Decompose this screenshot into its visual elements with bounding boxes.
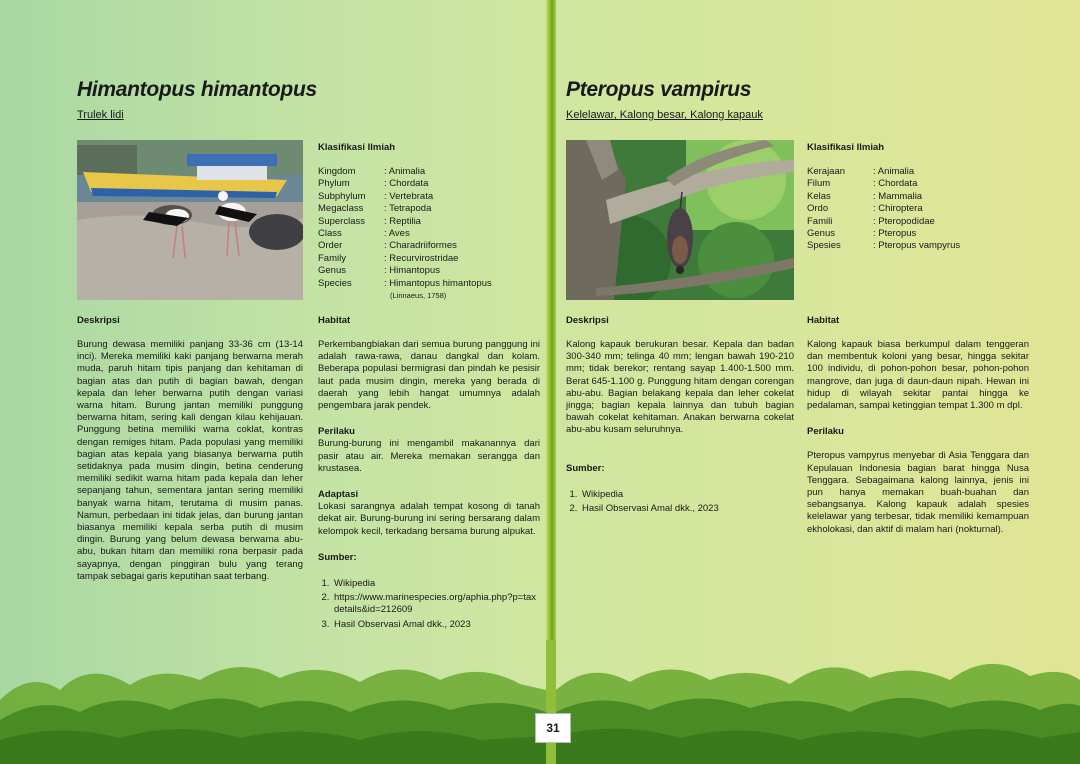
classification-row: Genus : Pteropus — [807, 228, 917, 240]
left-behavior-heading: Perilaku — [318, 426, 355, 438]
left-behavior-text: Burung-burung ini mengambil makanannya dari pasir atau air. Mereka memakan serangga dan krustasea. — [318, 438, 540, 474]
classification-row: Filum : Chordata — [807, 178, 918, 190]
left-adaptation-heading: Adaptasi — [318, 489, 359, 501]
source-item[interactable]: 2. https://www.marinespecies.org/aphia.php?p=taxdetails&id=212609 — [332, 592, 540, 616]
source-item: 3. Hasil Observasi Amal dkk., 2023 — [332, 619, 540, 631]
right-right-column — [807, 339, 1029, 536]
bush-foliage-decoration — [0, 640, 1080, 764]
right-common-name: Kelelawar, Kalong besar, Kalong kapauk — [566, 109, 763, 121]
left-sources-list — [318, 578, 540, 631]
source-item: 2. Hasil Observasi Amal dkk., 2023 — [580, 503, 794, 515]
classification-row: Kelas : Mammalia — [807, 190, 923, 202]
page-number: 31 — [535, 713, 571, 743]
right-habitat-heading: Habitat — [807, 315, 840, 326]
left-description-heading: Deskripsi — [77, 315, 120, 326]
classification-row: Spesies : Pteropus vampyrus — [807, 240, 961, 252]
left-adaptation-text: Lokasi sarangnya adalah tempat kosong di tanah dekat air. Burung-burung ini sering bersarang dalam kelompok kecil, terkadang bersama burung alpukat. — [318, 501, 540, 537]
left-classification-heading: Klasifikasi Ilmiah — [318, 142, 396, 153]
right-left-column — [566, 339, 794, 517]
left-classification-list — [318, 166, 492, 301]
right-sources-list — [566, 489, 794, 515]
right-behavior-heading: Perilaku — [807, 426, 844, 438]
left-description-text: Burung dewasa memiliki panjang 33-36 cm (13-14 inci). Mereka memiliki kaki panjang berwarna merah muda, paruh hitam tipis panjang dan kehitaman di bagian atas dan putih di bagian bawah, dengan kepala dan leher berwarna putih dengan variasi warna hitam. Burung jantan memiliki punggung berwarna hitam, sering kali dengan kilau kehijauan. Punggung betina memiliki warna coklat, kontras dengan remiges hitam. Pada populasi yang memiliki bagian atas kepala yang biasanya berwarna putih setidaknya pada musim dingin, betina cenderung memiliki sedikit warna hitam pada kepala dan leher sepanjang tahun, sementara jantan sering memiliki banyak warna hitam, terutama di musim panas. Namun, perbedaan ini tidak jelas, dan burung jantan biasanya memiliki kepala serba putih di musim dingin. Burung yang belum dewasa berwarna abu-abu, bukan hitam dan memiliki rona berpasir pada sayapnya, dengan pinggiran bulu yang terang tampak sebagai garis keputihan saat terbang. — [77, 339, 303, 582]
classification-row: Famili : Pteropodidae — [807, 215, 935, 227]
classification-row: Order : Charadriiformes — [318, 240, 457, 252]
right-habitat-text: Kalong kapauk biasa berkumpul dalam tenggeran dan membentuk koloni yang besar, hingga sekitar 100 individu, di pohon-pohon besar, pohon-pohon mangrove, dan juga di daun-daun nipah. Hewan ini hidup di wilayah sekitar pantai hingga ke pedalaman, sampai ketinggian tempat 1.300 m dpl. — [807, 339, 1029, 412]
left-habitat-heading: Habitat — [318, 315, 351, 326]
right-sources-heading: Sumber: — [566, 462, 605, 474]
right-description-text: Kalong kapauk berukuran besar. Kepala dan badan 300-340 mm; telinga 40 mm; lengan bawah 190-210 mm; tidak berekor; rentang sayap 1.400-1.500 mm. Berat 645-1.100 g. Punggung hitam dengan corengan abu-abu. Bagian belakang kepala dan leher cokelat jingga; bagian kepala lainnya dan tubuh bagian bawah cokelat kehitaman. Anakan berwarna cokelat abu-abu kusam seluruhnya. — [566, 339, 794, 436]
classification-row: Megaclass : Tetrapoda — [318, 203, 432, 215]
classification-row: Class : Aves — [318, 228, 410, 240]
classification-row: Subphylum : Vertebrata — [318, 190, 434, 202]
classification-row: Kerajaan : Animalia — [807, 166, 915, 177]
left-habitat-text: Perkembangbiakan dari semua burung panggung ini adalah rawa-rawa, danau dangkal dan kolam. Beberapa populasi bermigrasi dan pindah ke pesisir laut pada musim dingin, mereka yang berada di daerah yang lebih hangat umumnya adalah pengembara jarak pendek. — [318, 339, 540, 412]
classification-row: Genus : Himantopus — [318, 265, 440, 277]
flying-fox-photo — [566, 140, 794, 300]
classification-row: Ordo : Chiroptera — [807, 203, 923, 215]
left-right-column — [318, 339, 540, 633]
right-behavior-text: Pteropus vampyrus menyebar di Asia Tenggara dan Kepulauan Indonesia bagian barat hingga Nusa Tenggara. Sebagaimana kalong lainnya, jenis ini pun hanya memakan buah-buahan dan sebangsanya. Kalong kapauk adalah spesies kelelawar yang terbesar, tidak memiliki kemampuan ekholokasi, dan aktif di malam hari (nokturnal). — [807, 450, 1029, 535]
classification-row: Kingdom : Animalia — [318, 166, 426, 177]
source-item: 1. Wikipedia — [332, 578, 540, 590]
right-description-heading: Deskripsi — [566, 315, 609, 326]
classification-row: Phylum : Chordata — [318, 178, 429, 190]
left-sources-heading: Sumber: — [318, 551, 357, 563]
classification-row: Superclass : Reptilia — [318, 215, 421, 227]
taxonomic-authority: (Linnaeus, 1758) — [390, 291, 447, 301]
right-classification-heading: Klasifikasi Ilmiah — [807, 142, 885, 153]
left-species-title: Himantopus himantopus — [77, 78, 317, 101]
source-item: 1. Wikipedia — [580, 489, 794, 501]
left-common-name: Trulek lidi — [77, 109, 124, 121]
right-classification-list — [807, 166, 960, 253]
classification-row: Family : Recurvirostridae — [318, 252, 459, 264]
right-species-title: Pteropus vampirus — [566, 78, 752, 101]
stilt-bird-photo — [77, 140, 303, 300]
classification-row: Species : Himantopus himantopus — [318, 277, 492, 289]
